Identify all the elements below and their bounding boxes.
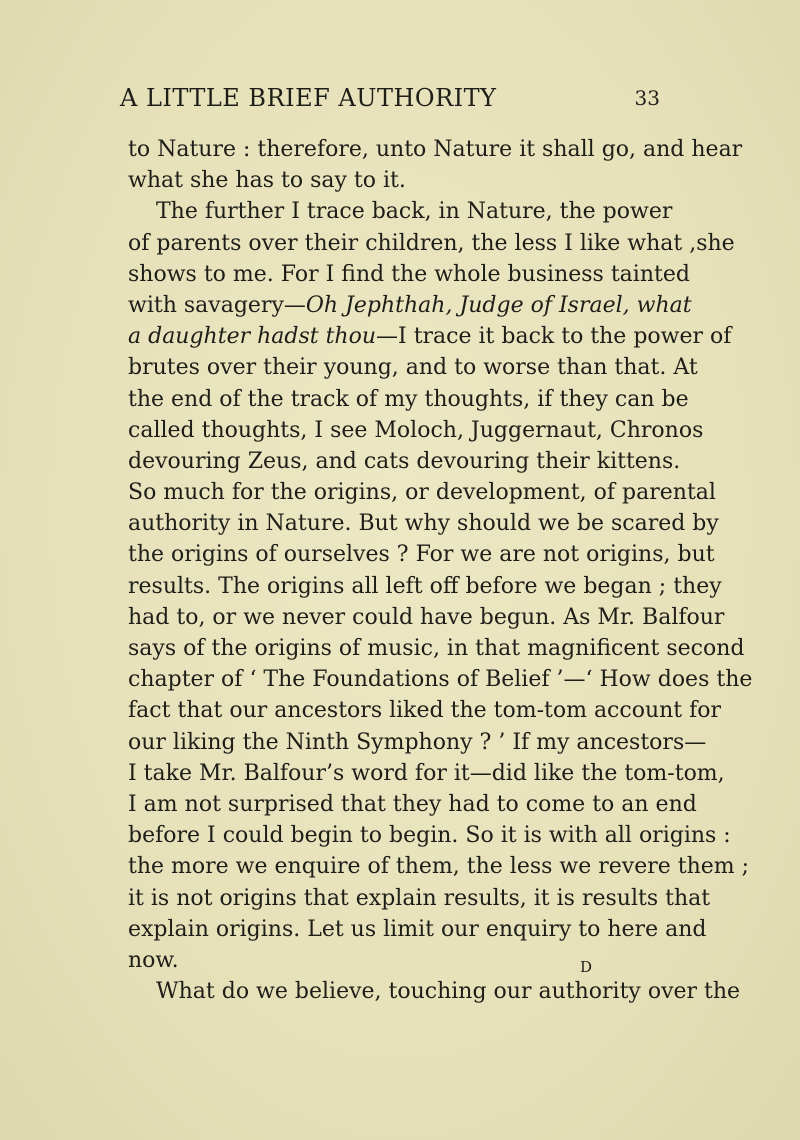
running-head [120, 84, 660, 118]
signature-mark: D [580, 958, 594, 976]
text-line: results. The origins all left off before we began ; they [128, 573, 722, 599]
running-title: A LITTLE BRIEF AUTHORITY [120, 84, 497, 112]
text-line: the more we enquire of them, the less we revere them ; [128, 854, 750, 880]
text-line: authority in Nature. But why should we be scared by [128, 511, 719, 537]
text-line [128, 321, 732, 352]
text-line: had to, or we never could have begun. As Mr. Balfour [128, 604, 725, 630]
text-line: I take Mr. Balfour’s word for it—did like the tom-tom, [128, 760, 725, 786]
text-line: of parents over their children, the less I like what ,she [128, 230, 735, 256]
text-line: The further I trace back, in Nature, the power [156, 199, 673, 225]
text-line: explain origins. Let us limit our enquiry to here and [128, 916, 707, 942]
text-line: now. [128, 947, 179, 973]
italic-text-run: Oh Jephthah, Judge of Israel, what [305, 292, 692, 318]
text-line: devouring Zeus, and cats devouring their kittens. [128, 448, 681, 474]
body-text [128, 134, 753, 1007]
text-line [128, 290, 692, 321]
text-run: —I trace it back to the power of [376, 324, 732, 350]
text-line: what she has to say to it. [128, 168, 406, 194]
text-line: it is not origins that explain results, it is results that [128, 885, 711, 911]
text-line: So much for the origins, or development, of parental [128, 480, 716, 506]
text-line: the origins of ourselves ? For we are not origins, but [128, 542, 715, 568]
text-line: fact that our ancestors liked the tom-tom account for [128, 698, 722, 724]
text-line: to Nature : therefore, unto Nature it shall go, and hear [128, 137, 743, 162]
text-line: I am not surprised that they had to come to an end [128, 791, 697, 817]
text-line: shows to me. For I find the whole business tainted [128, 261, 690, 287]
text-line: our liking the Ninth Symphony ? ’ If my ancestors— [128, 729, 707, 755]
text-line: chapter of ‘ The Foundations of Belief ’—‘ How does the [128, 667, 753, 693]
text-line: brutes over their young, and to worse than that. At [128, 355, 698, 381]
text-run: with savagery— [128, 292, 306, 318]
text-line: before I could begin to begin. So it is with all origins : [128, 823, 731, 849]
italic-text-run: a daughter hadst thou [128, 324, 377, 350]
text-line: says of the origins of music, in that magnificent second [128, 636, 745, 661]
page-number: 33 [634, 86, 660, 110]
text-line: called thoughts, I see Moloch, Juggernaut, Chronos [128, 417, 704, 443]
text-line: What do we believe, touching our authority over the [156, 979, 741, 1005]
text-line: the end of the track of my thoughts, if they can be [128, 386, 689, 412]
